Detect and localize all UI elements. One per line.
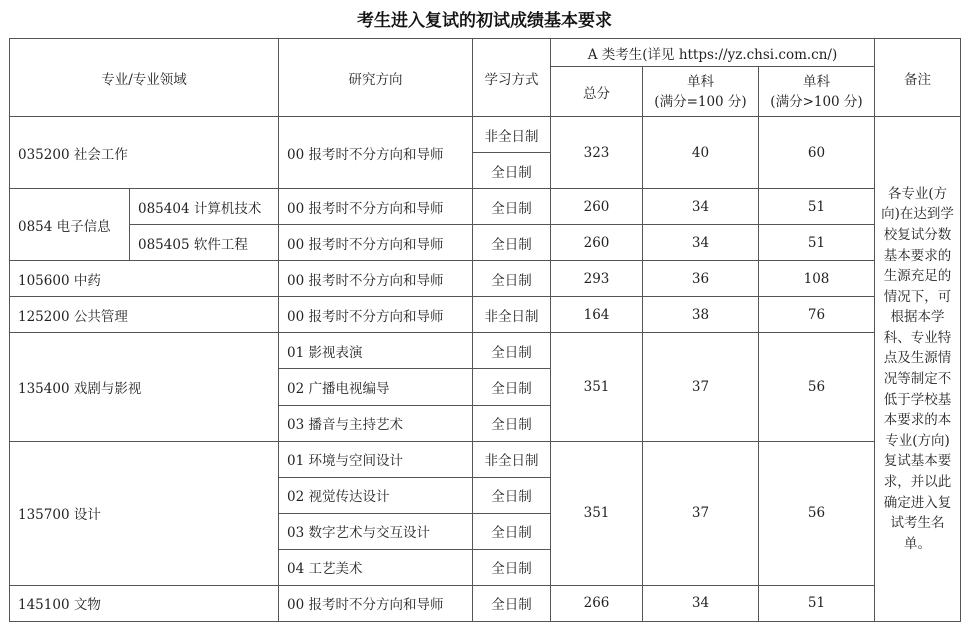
direction-cell: 01 环境与空间设计 xyxy=(279,441,473,477)
total-cell: 351 xyxy=(551,333,643,441)
page-title: 考生进入复试的初试成绩基本要求 xyxy=(357,11,612,31)
direction-cell: 00 报考时不分方向和导师 xyxy=(279,585,473,621)
mode-cell: 全日制 xyxy=(473,513,551,549)
sub-major-cell: 085405 软件工程 xyxy=(130,225,279,261)
header-total: 总分 xyxy=(551,67,643,117)
direction-cell: 00 报考时不分方向和导师 xyxy=(279,297,473,333)
mode-cell: 全日制 xyxy=(473,369,551,405)
major-cell: 135700 设计 xyxy=(10,441,279,585)
remark-cell xyxy=(875,117,961,622)
header-direction: 研究方向 xyxy=(279,39,473,117)
requirements-table xyxy=(9,38,961,622)
mode-cell: 全日制 xyxy=(473,189,551,225)
single-over100-cell: 51 xyxy=(759,225,875,261)
single-over100-cell: 56 xyxy=(759,333,875,441)
sub-major-cell: 085404 计算机技术 xyxy=(130,189,279,225)
direction-cell: 03 数字艺术与交互设计 xyxy=(279,513,473,549)
single-over100-cell: 76 xyxy=(759,297,875,333)
direction-cell: 01 影视表演 xyxy=(279,333,473,369)
major-cell: 105600 中药 xyxy=(10,261,279,297)
direction-cell: 00 报考时不分方向和导师 xyxy=(279,117,473,189)
single-over100-cell: 56 xyxy=(759,441,875,585)
mode-cell: 全日制 xyxy=(473,477,551,513)
header-single-100 xyxy=(643,67,759,117)
mode-cell: 非全日制 xyxy=(473,297,551,333)
major-cell: 0854 电子信息 xyxy=(10,189,130,261)
single-100-cell: 34 xyxy=(643,585,759,621)
direction-cell: 00 报考时不分方向和导师 xyxy=(279,225,473,261)
single-100-cell: 34 xyxy=(643,189,759,225)
mode-cell: 全日制 xyxy=(473,549,551,585)
major-cell: 145100 文物 xyxy=(10,585,279,621)
single-over100-cell: 60 xyxy=(759,117,875,189)
direction-cell: 03 播音与主持艺术 xyxy=(279,405,473,441)
direction-cell: 02 视觉传达设计 xyxy=(279,477,473,513)
direction-cell: 00 报考时不分方向和导师 xyxy=(279,261,473,297)
mode-cell: 全日制 xyxy=(473,153,551,189)
direction-cell: 04 工艺美术 xyxy=(279,549,473,585)
single-100-cell: 36 xyxy=(643,261,759,297)
total-cell: 266 xyxy=(551,585,643,621)
single-100-cell: 37 xyxy=(643,441,759,585)
mode-cell: 全日制 xyxy=(473,225,551,261)
table-row xyxy=(10,225,961,261)
mode-cell: 非全日制 xyxy=(473,441,551,477)
table-row xyxy=(10,117,961,153)
total-cell: 351 xyxy=(551,441,643,585)
mode-cell: 全日制 xyxy=(473,333,551,369)
total-cell: 293 xyxy=(551,261,643,297)
direction-cell: 02 广播电视编导 xyxy=(279,369,473,405)
header-remark: 备注 xyxy=(875,39,961,117)
header-single-100-line1: 单科 xyxy=(687,73,714,90)
header-study-mode: 学习方式 xyxy=(473,39,551,117)
mode-cell: 全日制 xyxy=(473,261,551,297)
table-row xyxy=(10,441,961,477)
remark-text: 各专业(方向)在达到学校复试分数基本要求的生源充足的情况下，可根据本学科、专业特点及生源情况等制定不低于学校基本要求的本专业(方向)复试基本要求，并以此确定进入复试考生名单。 xyxy=(881,185,954,552)
total-cell: 260 xyxy=(551,225,643,261)
total-cell: 260 xyxy=(551,189,643,225)
header-major: 专业/专业领域 xyxy=(10,39,279,117)
table-row xyxy=(10,189,961,225)
single-over100-cell: 108 xyxy=(759,261,875,297)
table-row xyxy=(10,297,961,333)
major-cell: 125200 公共管理 xyxy=(10,297,279,333)
mode-cell: 非全日制 xyxy=(473,117,551,153)
mode-cell: 全日制 xyxy=(473,585,551,621)
header-group-a: A 类考生(详见 https://yz.chsi.com.cn/) xyxy=(551,39,875,67)
major-cell: 035200 社会工作 xyxy=(10,117,279,189)
single-over100-cell: 51 xyxy=(759,585,875,621)
total-cell: 164 xyxy=(551,297,643,333)
single-100-cell: 34 xyxy=(643,225,759,261)
table-row xyxy=(10,585,961,621)
header-single-over100-line1: 单科 xyxy=(803,73,830,90)
header-single-over100 xyxy=(759,67,875,117)
major-cell: 135400 戏剧与影视 xyxy=(10,333,279,441)
single-100-cell: 38 xyxy=(643,297,759,333)
single-100-cell: 40 xyxy=(643,117,759,189)
table-row xyxy=(10,261,961,297)
single-100-cell: 37 xyxy=(643,333,759,441)
direction-cell: 00 报考时不分方向和导师 xyxy=(279,189,473,225)
table-row xyxy=(10,333,961,369)
total-cell: 323 xyxy=(551,117,643,189)
mode-cell: 全日制 xyxy=(473,405,551,441)
header-single-over100-line2: (满分>100 分) xyxy=(770,93,863,110)
header-single-100-line2: (满分=100 分) xyxy=(654,93,747,110)
single-over100-cell: 51 xyxy=(759,189,875,225)
